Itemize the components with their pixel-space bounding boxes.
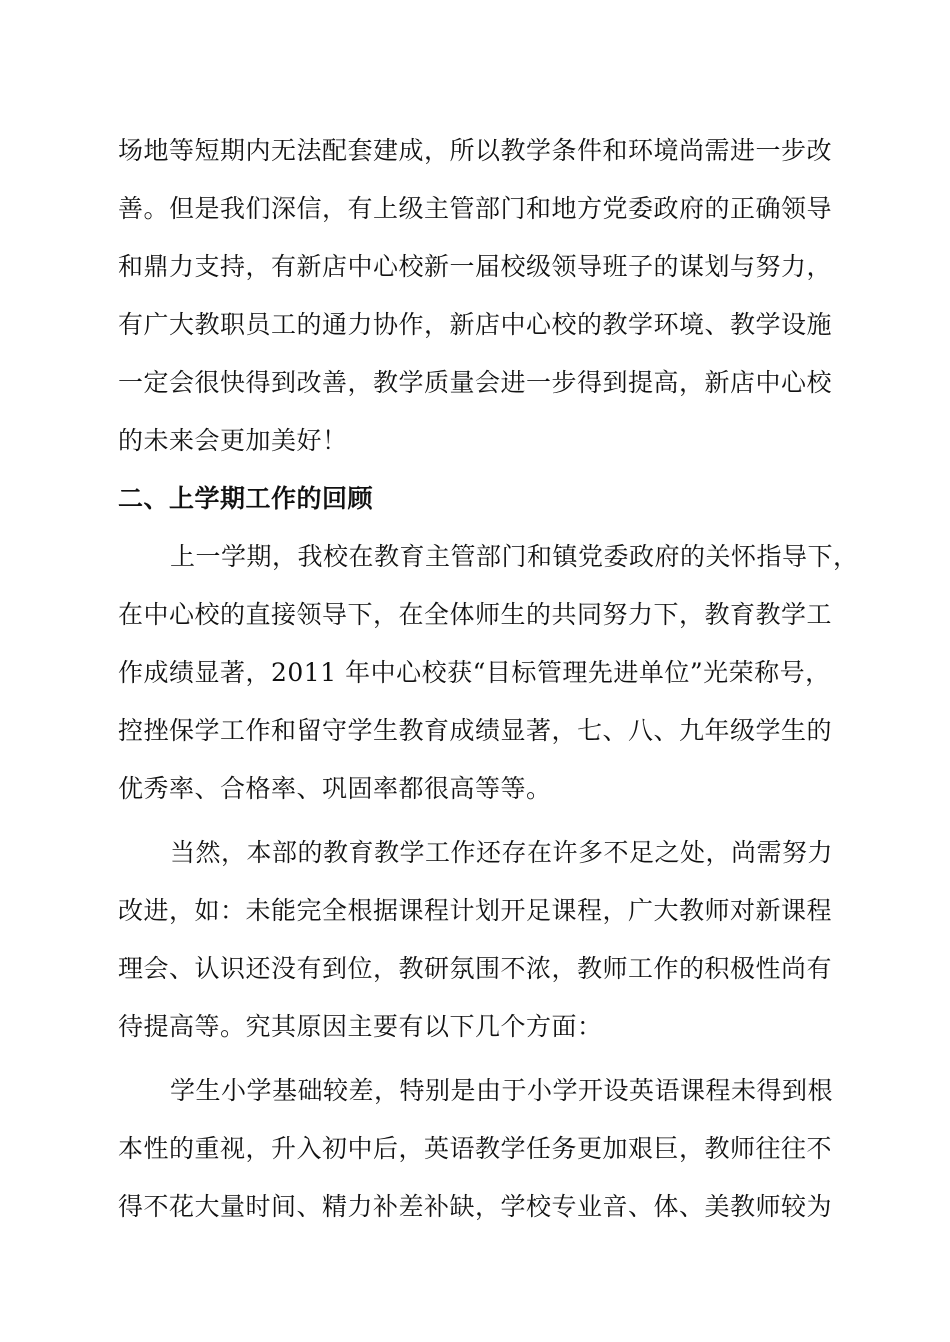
text-line: 待提高等。究其原因主要有以下几个方面： — [118, 1012, 603, 1041]
text-line: 和鼎力支持，有新店中心校新一届校级领导班子的谋划与努力， — [118, 252, 833, 281]
text-line: 善。但是我们深信，有上级主管部门和地方党委政府的正确领导 — [118, 194, 833, 223]
text-line: 控挫保学工作和留守学生教育成绩显著，七、八、九年级学生的 — [118, 716, 833, 745]
section-heading: 二、上学期工作的回顾 — [118, 484, 374, 513]
text-line: 在中心校的直接领导下，在全体师生的共同努力下，教育教学工 — [118, 600, 833, 629]
paragraph-causes — [118, 1062, 858, 1236]
text-line: 有广大教职员工的通力协作，新店中心校的教学环境、教学设施 — [118, 310, 833, 339]
document-body — [118, 122, 858, 1236]
text-line: 优秀率、合格率、巩固率都很高等等。 — [118, 774, 552, 803]
text-line: 学生小学基础较差，特别是由于小学开设英语课程未得到根 — [170, 1076, 834, 1105]
text-line: 场地等短期内无法配套建成，所以教学条件和环境尚需进一步改 — [118, 136, 833, 165]
text-line: 上一学期，我校在教育主管部门和镇党委政府的关怀指导下， — [170, 542, 859, 571]
text-line: 得不花大量时间、精力补差补缺，学校专业音、体、美教师较为 — [118, 1192, 833, 1221]
text-line: 改进，如：未能完全根据课程计划开足课程，广大教师对新课程 — [118, 896, 833, 925]
text-line: 理会、认识还没有到位，教研氛围不浓，教师工作的积极性尚有 — [118, 954, 833, 983]
text-line: 一定会很快得到改善，教学质量会进一步得到提高，新店中心校 — [118, 368, 833, 397]
paragraph-review — [118, 528, 858, 818]
text-line: 作成绩显著，2011 年中心校获“目标管理先进单位”光荣称号， — [118, 658, 831, 687]
text-line: 的未来会更加美好！ — [118, 426, 348, 455]
text-line: 当然，本部的教育教学工作还存在许多不足之处，尚需努力 — [170, 838, 834, 867]
paragraph-shortcomings — [118, 824, 858, 1056]
paragraph-continuation — [118, 122, 858, 470]
text-line: 本性的重视，升入初中后，英语教学任务更加艰巨，教师往往不 — [118, 1134, 833, 1163]
